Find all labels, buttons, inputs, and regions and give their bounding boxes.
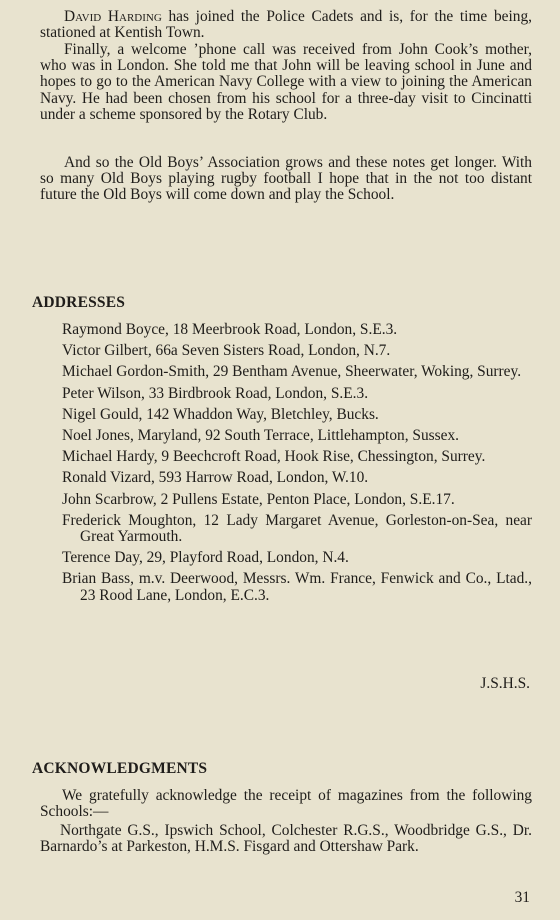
paragraph-david-harding xyxy=(40,9,532,41)
address-item: Victor Gilbert, 66a Seven Sisters Road, London, N.7. xyxy=(62,342,391,360)
addresses-heading: ADDRESSES xyxy=(32,294,126,311)
address-item: Peter Wilson, 33 Birdbrook Road, London, S.E.3. xyxy=(62,384,369,402)
acknowledgments-heading: ACKNOWLEDGMENTS xyxy=(32,760,208,777)
acknowledgments-intro: We gratefully acknowledge the receipt of magazines from the following Schools:— xyxy=(40,787,532,821)
address-item: Nigel Gould, 142 Whaddon Way, Bletchley, Bucks. xyxy=(62,405,379,423)
address-item: Frederick Moughton, 12 Lady Margaret Avenue, Gorleston-on-Sea, near Great Yarmouth. xyxy=(62,511,532,546)
address-item: Raymond Boyce, 18 Meerbrook Road, London, S.E.3. xyxy=(62,321,398,338)
address-item: John Scarbrow, 2 Pullens Estate, Penton Place, London, S.E.17. xyxy=(62,490,455,508)
address-item: Michael Hardy, 9 Beechcroft Road, Hook Rise, Chessington, Surrey. xyxy=(62,448,486,466)
address-item: Noel Jones, Maryland, 92 South Terrace, Littlehampton, Sussex. xyxy=(62,427,460,445)
signature-initials: J.S.H.S. xyxy=(480,675,530,692)
address-item: Michael Gordon-Smith, 29 Bentham Avenue, Sheerwater, Woking, Surrey. xyxy=(62,363,522,381)
paragraph-old-boys: And so the Old Boys’ Association grows and these notes get longer. With so many Old Boys playing rugby football I hope that in the not too distant future the Old Boys will come down and play the School. xyxy=(40,154,532,204)
address-item: Ronald Vizard, 593 Harrow Road, London, W.10. xyxy=(62,469,369,487)
acknowledgments-schools: Northgate G.S., Ipswich School, Colchester R.G.S., Woodbridge G.S., Dr. Barnardo’s at Parkeston, H.M.S. Fisgard and Ottershaw Park. xyxy=(40,822,532,856)
paragraph-john-cook: Finally, a welcome ’phone call was received from John Cook’s mother, who was in London. She told me that John will be leaving school in June and hopes to go to the American Navy College with a view to joining the American Navy. He had been chosen from his school for a three-day visit to Cincinatti under a scheme sponsored by the Rotary Club. xyxy=(40,41,532,123)
page-number: 31 xyxy=(514,889,530,906)
address-item: Brian Bass, m.v. Deerwood, Messrs. Wm. France, Fenwick and Co., Ltad., 23 Rood Lane, London, E.C.3. xyxy=(62,570,532,604)
name-david-harding: David Harding xyxy=(64,8,162,25)
address-list xyxy=(62,322,532,609)
address-item: Terence Day, 29, Playford Road, London, N.4. xyxy=(62,549,349,567)
paragraph-david-harding-text: has joined the Police Cadets and is, for the time being, stationed at Kentish Town. xyxy=(40,8,532,42)
